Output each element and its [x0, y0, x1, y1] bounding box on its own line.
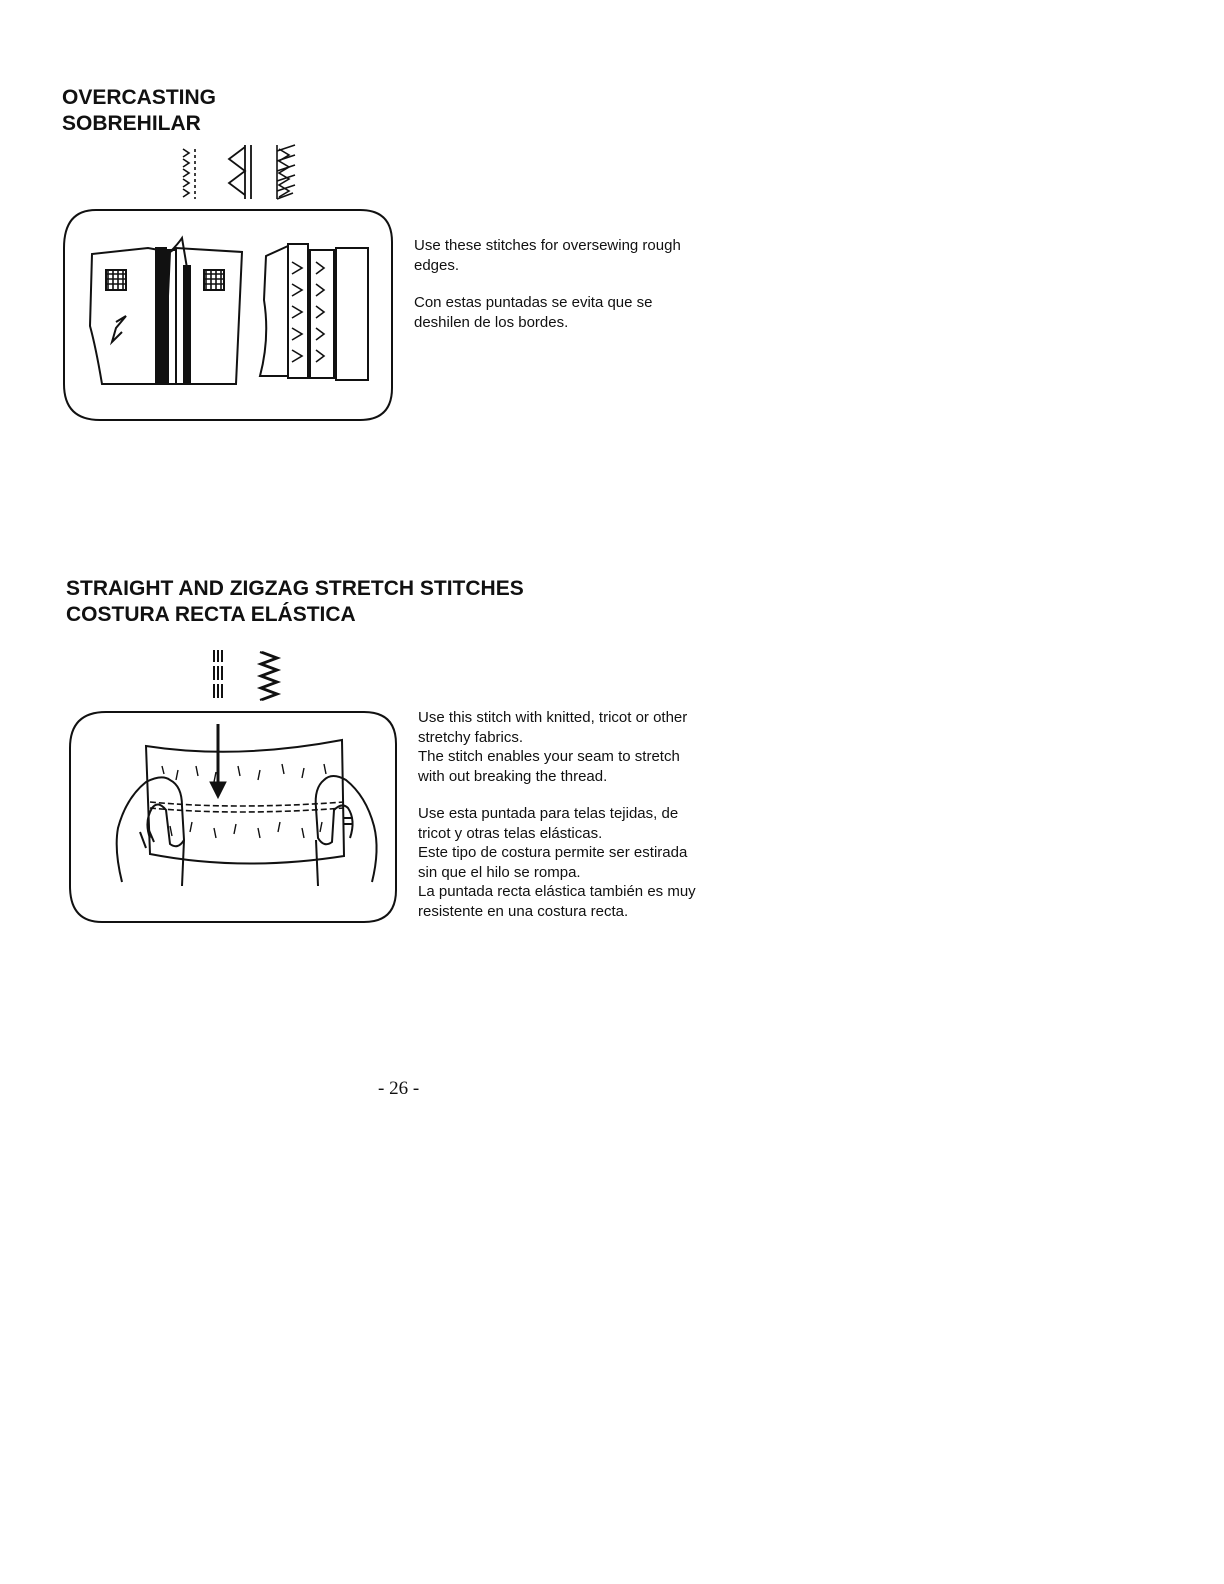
- right-hand-icon: [316, 776, 377, 886]
- overcasting-heading: [62, 85, 216, 137]
- overcasting-text-es: Con estas puntadas se evita que se deshilen de los bordes.: [414, 294, 653, 331]
- overcasting-description: [414, 236, 744, 332]
- down-arrow-icon: [210, 724, 226, 798]
- stretch-title-es: COSTURA RECTA ELÁSTICA: [66, 603, 356, 626]
- zigzag-overcast-stitch-icon: [277, 145, 295, 199]
- page-number: - 26 -: [378, 1078, 420, 1099]
- triple-straight-stitch-icon: [214, 650, 222, 698]
- stretch-stitches-heading: [66, 576, 524, 628]
- stretch-stitch-illustration: [66, 710, 400, 928]
- overcasting-illustration: [60, 208, 394, 424]
- overcasting-text-en: Use these stitches for oversewing rough edges.: [414, 237, 681, 274]
- stretch-zigzag-stitch-icon: [260, 652, 278, 700]
- left-hand-icon: [117, 777, 184, 886]
- stretch-text-es: Use esta puntada para telas tejidas, de tricot y otras telas elásticas. Este tipo de costura permite ser estirada sin que el hilo se rompa. La puntada recta elástica también es muy resistente en una costura recta.: [418, 805, 696, 920]
- stretch-text-en: Use this stitch with knitted, tricot or other stretchy fabrics. The stitch enables your seam to stretch with out breaking the thread.: [418, 709, 688, 785]
- overcast-seam-fabric: [90, 238, 242, 384]
- stretch-description: [418, 708, 758, 921]
- overcast-edge-fabric: [260, 244, 368, 380]
- stretch-fabric: [146, 740, 344, 864]
- overcast-stitch-icons: [175, 143, 305, 205]
- illustration-frame: [64, 210, 392, 420]
- small-overcast-stitch-icon: [183, 149, 195, 199]
- overcasting-title-es: SOBREHILAR: [62, 112, 201, 135]
- triangle-overcast-stitch-icon: [229, 145, 251, 199]
- stretch-title-en: STRAIGHT AND ZIGZAG STRETCH STITCHES: [66, 577, 524, 600]
- overcasting-title-en: OVERCASTING: [62, 86, 217, 109]
- stretch-stitch-icons: [208, 648, 288, 702]
